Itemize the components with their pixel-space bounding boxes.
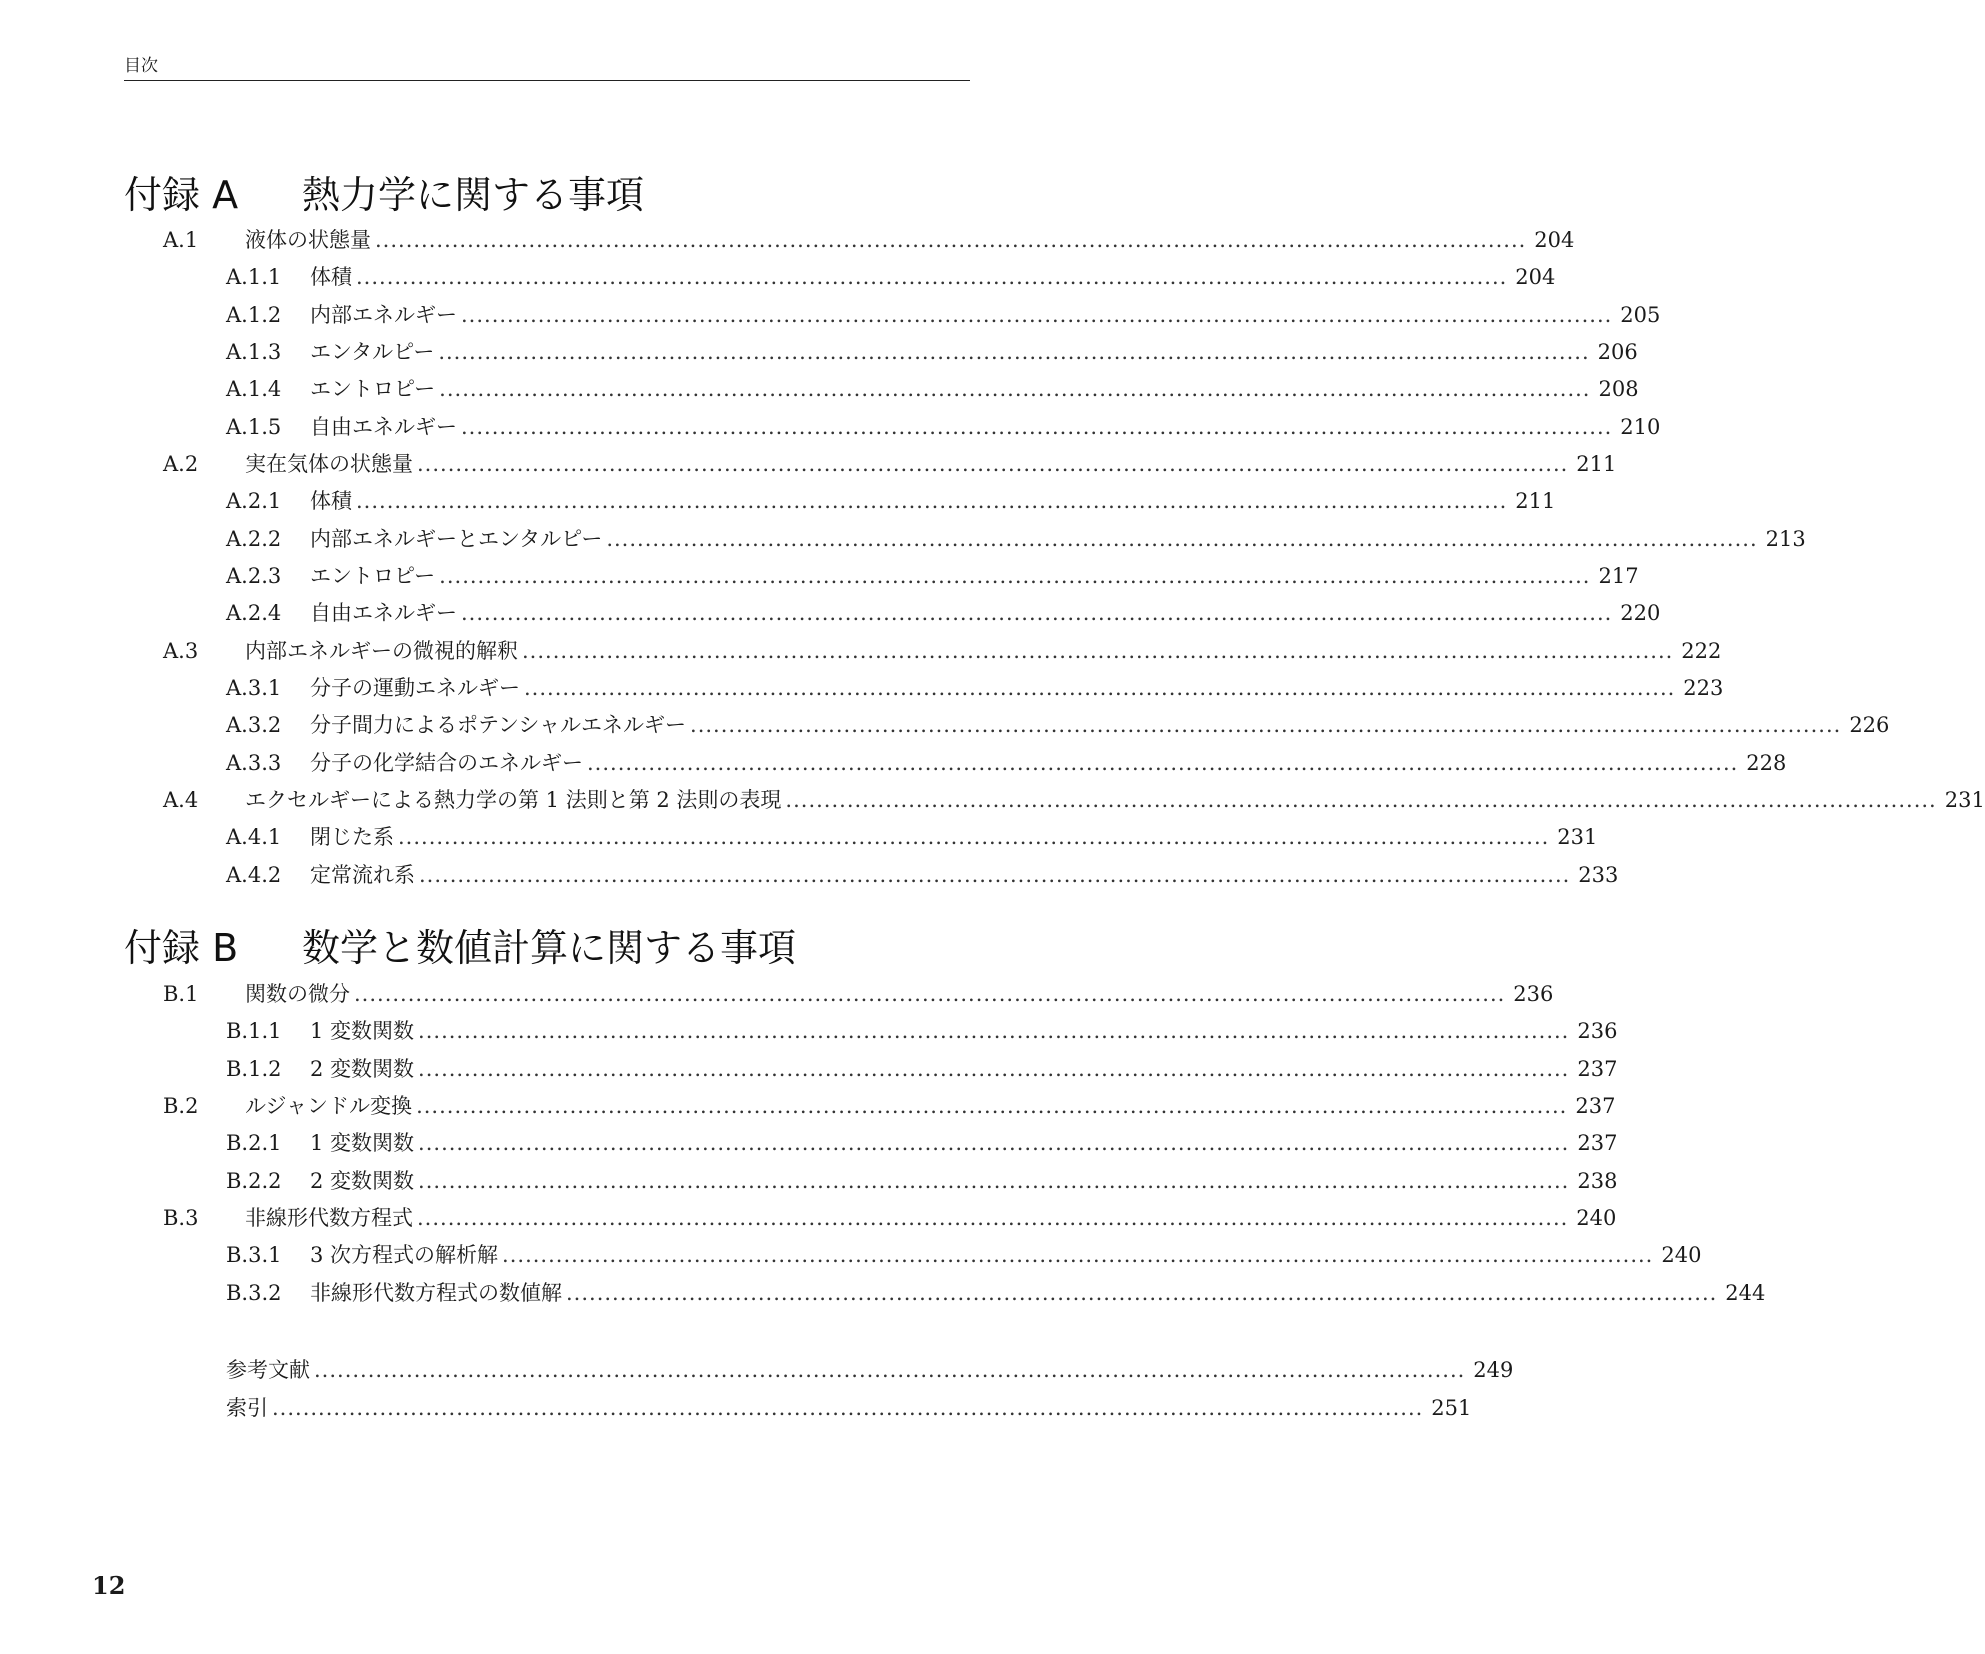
toc-entry-section[interactable]: [163, 1091, 1616, 1121]
dot-leader: ......................................................................................................................................................: [502, 1243, 1654, 1267]
toc-entry-subsection[interactable]: [226, 561, 1639, 591]
dot-leader: ......................................................................................................................................................: [418, 1169, 1570, 1193]
dot-leader: ......................................................................................................................................................: [439, 377, 1591, 401]
dot-leader: ......................................................................................................................................................: [438, 340, 1590, 364]
dot-leader: ......................................................................................................................................................: [524, 676, 1676, 700]
section-title: 体積: [310, 265, 352, 289]
toc-entry-subsection[interactable]: [226, 412, 1661, 442]
appendix-number: 付録 A: [124, 173, 239, 217]
toc-entry-subsection[interactable]: [226, 337, 1638, 367]
dot-leader: ......................................................................................................................................................: [272, 1396, 1424, 1420]
page-ref: 240: [1576, 1206, 1617, 1230]
toc-entry-subsection[interactable]: [226, 1054, 1618, 1084]
page-ref: 204: [1515, 265, 1556, 289]
section-title: 1 変数関数: [310, 1019, 415, 1043]
section-title: 1 変数関数: [310, 1131, 415, 1155]
toc-entry-section[interactable]: [163, 785, 1985, 815]
page-ref: 217: [1598, 564, 1639, 588]
dot-leader: ......................................................................................................................................................: [522, 639, 1674, 663]
page-ref: 237: [1577, 1057, 1618, 1081]
page-ref: 244: [1725, 1281, 1766, 1305]
page-ref: 211: [1515, 489, 1556, 513]
section-title: 液体の状態量: [245, 228, 371, 252]
section-number: A.4.1: [226, 825, 282, 849]
section-number: B.2.2: [226, 1169, 282, 1193]
dot-leader: ......................................................................................................................................................: [418, 1057, 1570, 1081]
page-ref: 238: [1577, 1169, 1618, 1193]
page-ref: 213: [1765, 527, 1806, 551]
toc-entry-subsection[interactable]: [226, 486, 1556, 516]
dot-leader: ......................................................................................................................................................: [439, 564, 1591, 588]
dot-leader: ......................................................................................................................................................: [398, 825, 1550, 849]
section-title: エンタルピー: [310, 340, 435, 364]
dot-leader: ......................................................................................................................................................: [785, 788, 1937, 812]
page-ref: 228: [1746, 751, 1787, 775]
dot-leader: ......................................................................................................................................................: [354, 982, 1506, 1006]
page-ref: 237: [1577, 1131, 1618, 1155]
dot-leader: ......................................................................................................................................................: [314, 1358, 1466, 1382]
toc-entry-subsection[interactable]: [226, 822, 1598, 852]
dot-leader: ......................................................................................................................................................: [566, 1281, 1718, 1305]
toc-entry-subsection[interactable]: [226, 524, 1806, 554]
toc-entry-subsection[interactable]: [226, 262, 1556, 292]
toc-entry-subsection[interactable]: [226, 300, 1661, 330]
section-number: A.3: [163, 639, 199, 663]
page-ref: 251: [1431, 1396, 1472, 1420]
dot-leader: ......................................................................................................................................................: [461, 303, 1613, 327]
section-title: 分子の運動エネルギー: [310, 676, 520, 700]
section-number: B.1.1: [226, 1019, 282, 1043]
page-ref: 249: [1473, 1358, 1514, 1382]
appendix-b-heading: [124, 925, 796, 971]
dot-leader: ......................................................................................................................................................: [419, 863, 1571, 887]
page-ref: 205: [1620, 303, 1661, 327]
section-number: B.2: [163, 1094, 199, 1118]
page-ref: 231: [1557, 825, 1598, 849]
section-number: A.4: [163, 788, 199, 812]
page-number: 12: [92, 1571, 126, 1600]
running-head: 目次: [124, 56, 158, 76]
toc-entry-subsection[interactable]: [226, 1166, 1618, 1196]
page-ref: 211: [1576, 452, 1617, 476]
appendix-number: 付録 B: [124, 926, 239, 970]
section-number: A.1.4: [226, 377, 282, 401]
toc-entry-subsection[interactable]: [226, 1240, 1702, 1270]
section-title: 実在気体の状態量: [245, 452, 413, 476]
toc-entry-subsection[interactable]: [226, 710, 1890, 740]
section-title: 参考文献: [226, 1358, 310, 1382]
section-title: 非線形代数方程式の数値解: [310, 1281, 562, 1305]
section-number: A.1.5: [226, 415, 282, 439]
section-title: 非線形代数方程式: [245, 1206, 413, 1230]
dot-leader: ......................................................................................................................................................: [587, 751, 1739, 775]
page-ref: 210: [1620, 415, 1661, 439]
section-number: A.2.3: [226, 564, 282, 588]
dot-leader: ......................................................................................................................................................: [461, 415, 1613, 439]
page-ref: 222: [1681, 639, 1722, 663]
section-title: 分子間力によるポテンシャルエネルギー: [310, 713, 687, 737]
page-ref: 237: [1575, 1094, 1616, 1118]
section-number: B.1: [163, 982, 199, 1006]
toc-entry-index[interactable]: [226, 1393, 1472, 1423]
toc-entry-subsection[interactable]: [226, 1128, 1618, 1158]
toc-entry-subsection[interactable]: [226, 374, 1639, 404]
page-ref: 233: [1578, 863, 1619, 887]
page-ref: 204: [1534, 228, 1575, 252]
dot-leader: ......................................................................................................................................................: [417, 452, 1569, 476]
section-number: A.1: [163, 228, 199, 252]
section-title: エントロピー: [310, 564, 436, 588]
section-number: B.3: [163, 1206, 199, 1230]
section-title: エクセルギーによる熱力学の第 1 法則と第 2 法則の表現: [245, 788, 782, 812]
section-title: 自由エネルギー: [310, 415, 457, 439]
section-number: A.1.3: [226, 340, 282, 364]
page-ref: 223: [1683, 676, 1724, 700]
section-number: A.2: [163, 452, 199, 476]
toc-entry-section[interactable]: [163, 1203, 1617, 1233]
section-title: 閉じた系: [310, 825, 394, 849]
page-ref: 208: [1598, 377, 1639, 401]
header-rule: [124, 80, 970, 81]
section-number: B.3.1: [226, 1243, 282, 1267]
dot-leader: ......................................................................................................................................................: [418, 1131, 1570, 1155]
section-title: エントロピー: [310, 377, 436, 401]
dot-leader: ......................................................................................................................................................: [356, 489, 1508, 513]
section-title: 関数の微分: [245, 982, 350, 1006]
section-title: 2 変数関数: [310, 1057, 415, 1081]
dot-leader: ......................................................................................................................................................: [690, 713, 1842, 737]
section-title: 内部エネルギーとエンタルピー: [310, 527, 603, 551]
section-number: A.3.1: [226, 676, 282, 700]
appendix-title: 熱力学に関する事項: [302, 173, 645, 217]
toc-entry-section[interactable]: [163, 449, 1617, 479]
dot-leader: ......................................................................................................................................................: [375, 228, 1527, 252]
toc-entry-subsection[interactable]: [226, 860, 1619, 890]
section-title: 3 次方程式の解析解: [310, 1243, 499, 1267]
section-number: B.3.2: [226, 1281, 282, 1305]
page-ref: 231: [1944, 788, 1985, 812]
dot-leader: ......................................................................................................................................................: [417, 1206, 1569, 1230]
toc-entry-subsection[interactable]: [226, 1016, 1618, 1046]
toc-entry-subsection[interactable]: [226, 673, 1724, 703]
section-title: 索引: [226, 1396, 268, 1420]
section-number: B.1.2: [226, 1057, 282, 1081]
dot-leader: ......................................................................................................................................................: [606, 527, 1758, 551]
toc-entry-section[interactable]: [163, 979, 1554, 1009]
toc-entry-subsection[interactable]: [226, 748, 1787, 778]
section-title: 内部エネルギー: [310, 303, 457, 327]
section-title: 体積: [310, 489, 352, 513]
toc-entry-references[interactable]: [226, 1355, 1514, 1385]
section-title: 内部エネルギーの微視的解釈: [245, 639, 518, 663]
page-ref: 236: [1513, 982, 1554, 1006]
section-number: A.3.2: [226, 713, 282, 737]
toc-entry-section[interactable]: [163, 636, 1722, 666]
section-title: ルジャンドル変換: [245, 1094, 413, 1118]
section-number: A.4.2: [226, 863, 282, 887]
dot-leader: ......................................................................................................................................................: [356, 265, 1508, 289]
section-number: A.1.1: [226, 265, 282, 289]
section-title: 分子の化学結合のエネルギー: [310, 751, 583, 775]
section-title: 定常流れ系: [310, 863, 415, 887]
section-title: 自由エネルギー: [310, 601, 457, 625]
page-ref: 226: [1849, 713, 1890, 737]
section-title: 2 変数関数: [310, 1169, 415, 1193]
dot-leader: ......................................................................................................................................................: [416, 1094, 1568, 1118]
toc-entry-section[interactable]: [163, 225, 1575, 255]
dot-leader: ......................................................................................................................................................: [461, 601, 1613, 625]
section-number: A.2.4: [226, 601, 282, 625]
appendix-title: 数学と数値計算に関する事項: [302, 926, 797, 970]
page-ref: 236: [1577, 1019, 1618, 1043]
section-number: A.1.2: [226, 303, 282, 327]
page-ref: 206: [1597, 340, 1638, 364]
section-number: A.2.2: [226, 527, 282, 551]
section-number: A.2.1: [226, 489, 282, 513]
page-ref: 240: [1661, 1243, 1702, 1267]
toc-entry-subsection[interactable]: [226, 598, 1661, 628]
toc-entry-subsection[interactable]: [226, 1278, 1766, 1308]
section-number: A.3.3: [226, 751, 282, 775]
appendix-a-heading: [124, 172, 644, 218]
dot-leader: ......................................................................................................................................................: [418, 1019, 1570, 1043]
page-ref: 220: [1620, 601, 1661, 625]
section-number: B.2.1: [226, 1131, 282, 1155]
